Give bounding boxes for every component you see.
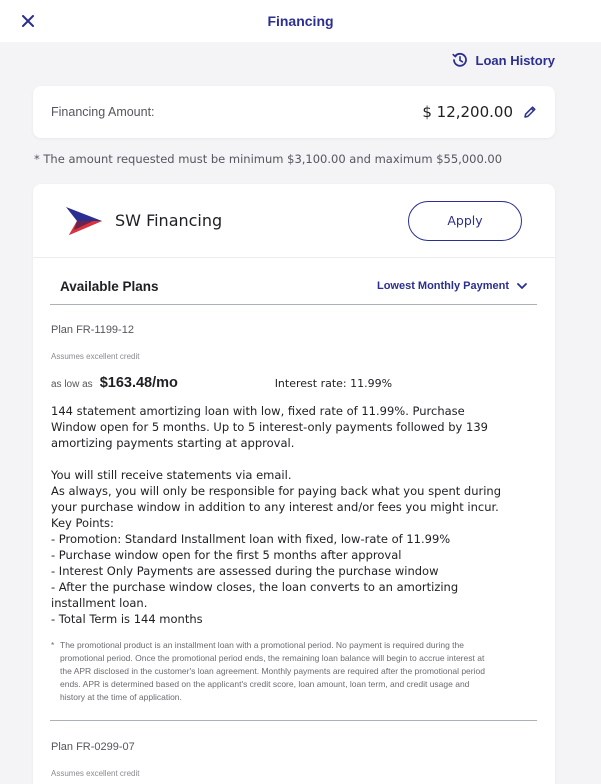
disclaimer-text: The promotional product is an installment loan with a promotional period. No payment is required during the promotional period. Once the promotional period ends, the remaining loan balance will begin to accrue interest at the APR disclosed in the customer's loan agreement. Monthly payments are required after the promotional period ends. APR is determined based on the applicant's credit score, loan amount, loan term, and credit usage and history at the time of application.: [60, 640, 485, 702]
sort-dropdown[interactable]: [377, 280, 527, 292]
financing-amount-value: $ 12,200.00: [422, 103, 513, 121]
monthly-payment: $163.48/mo: [99, 375, 178, 391]
loan-history-button[interactable]: [452, 52, 555, 68]
plan-id: Plan FR-1199-12: [51, 324, 134, 336]
plan-item[interactable]: [51, 741, 541, 778]
loan-history-label: Loan History: [475, 52, 555, 68]
plans-title: Available Plans: [60, 278, 159, 294]
amount-note: * The amount requested must be minimum $3,100.00 and maximum $55,000.00: [34, 152, 503, 166]
sort-selected-value: Lowest Monthly Payment: [376, 280, 509, 292]
lender-header: [33, 184, 555, 258]
disclaimer-asterisk: *: [51, 640, 55, 650]
plan-credit-note: Assumes excellent credit: [51, 352, 140, 361]
plans-header: [50, 274, 537, 305]
as-low-as-label: as low as: [51, 379, 93, 390]
plan-item[interactable]: [51, 324, 541, 704]
history-icon: [452, 52, 468, 68]
close-icon: [22, 15, 34, 27]
interest-rate: Interest rate: 11.99%: [274, 377, 393, 390]
financing-amount-field[interactable]: [422, 103, 537, 121]
apply-button[interactable]: Apply: [408, 201, 522, 241]
chevron-down-icon: [517, 283, 527, 290]
financing-amount-card: [33, 86, 555, 138]
plan-credit-note: Assumes excellent credit: [51, 769, 140, 778]
plan-disclaimer: [51, 639, 491, 704]
page-title: Financing: [267, 13, 334, 29]
lender-logo-icon: [65, 206, 103, 236]
top-bar: [0, 0, 601, 42]
lender-info: [65, 206, 222, 236]
plan-description: 144 statement amortizing loan with low, fixed rate of 11.99%. Purchase Window open for 5 months. Up to 5 interest-only payments followed by 139 amortizing payments starting at approval. You will still receive statements via email. As always, you will only be responsible for paying back what you spent during your purchase window in addition to any interest and/or fees you might incur. Key Points: - Promotion: Standard Installment loan with fixed, low-rate of 11.99% - Purchase window open for the first 5 months after approval - Interest Only Payments are assessed during the purchase window - After the purchase window closes, the loan converts to an amortizing installment loan. - Total Term is 144 months: [51, 404, 501, 626]
lender-card: [33, 184, 555, 784]
lender-name: SW Financing: [115, 211, 223, 230]
plan-id: Plan FR-0299-07: [51, 741, 135, 753]
plan-rate-row: [51, 375, 541, 391]
pencil-icon[interactable]: [523, 105, 537, 119]
close-button[interactable]: [18, 11, 38, 31]
plan-divider: [50, 720, 537, 721]
financing-amount-label: Financing Amount:: [51, 105, 155, 119]
